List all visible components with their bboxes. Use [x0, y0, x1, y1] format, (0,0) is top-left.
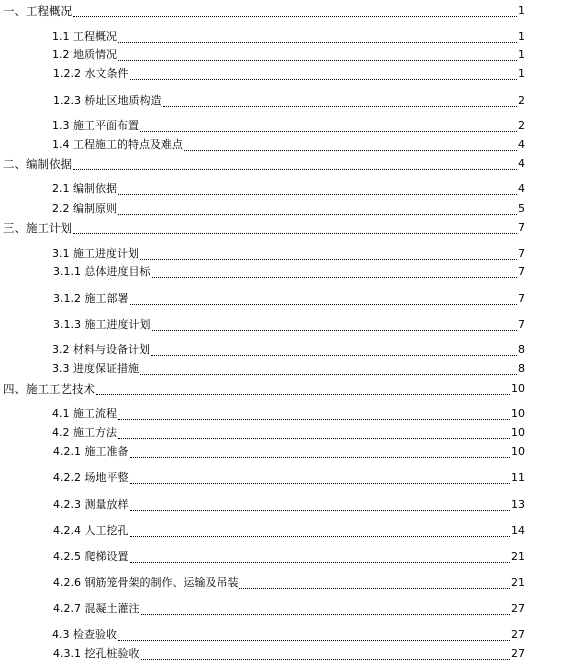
toc-entry-title: 1.4 工程施工的特点及难点 — [52, 138, 183, 151]
dot-leader — [140, 374, 517, 375]
toc-entry-page-number: 10 — [511, 407, 525, 420]
dot-leader — [130, 79, 517, 80]
toc-entry-title: 4.3 检查验收 — [52, 628, 117, 641]
toc-entry[interactable] — [0, 362, 578, 378]
toc-entry-page-number: 5 — [518, 202, 525, 215]
dot-leader — [96, 394, 510, 395]
toc-entry[interactable] — [0, 265, 578, 281]
toc-entry-page-number: 7 — [518, 247, 525, 260]
dot-leader — [151, 355, 517, 356]
toc-entry-page-number: 10 — [511, 382, 525, 395]
dot-leader — [118, 194, 517, 195]
toc-entry-title: 4.2.3 测量放样 — [53, 498, 129, 511]
toc-entry-page-number: 7 — [518, 318, 525, 331]
toc-entry-title: 4.3.1 挖孔桩验收 — [53, 647, 140, 660]
toc-entry-page-number: 1 — [518, 30, 525, 43]
toc-entry-page-number: 8 — [518, 343, 525, 356]
toc-entry-title: 3.1.2 施工部署 — [53, 292, 129, 305]
toc-entry-page-number: 2 — [518, 94, 525, 107]
toc-entry-title: 4.2 施工方法 — [52, 426, 117, 439]
toc-entry-title: 4.2.7 混凝土灌注 — [53, 602, 140, 615]
toc-entry-title: 1.1 工程概况 — [52, 30, 117, 43]
toc-entry[interactable] — [0, 498, 578, 514]
toc-entry-title: 4.1 施工流程 — [52, 407, 117, 420]
toc-entry[interactable] — [0, 138, 578, 154]
toc-entry-title: 4.2.1 施工准备 — [53, 445, 129, 458]
toc-entry-page-number: 7 — [518, 221, 525, 234]
toc-entry-title: 1.3 施工平面布置 — [52, 119, 139, 132]
toc-entry-page-number: 21 — [511, 550, 525, 563]
dot-leader — [163, 106, 517, 107]
toc-entry-title: 3.1 施工进度计划 — [52, 247, 139, 260]
toc-entry[interactable] — [0, 94, 578, 110]
toc-entry-title: 3.1.1 总体进度目标 — [53, 265, 151, 278]
toc-entry[interactable] — [0, 471, 578, 487]
dot-leader — [118, 60, 517, 61]
toc-entry-page-number: 11 — [511, 471, 525, 484]
dot-leader — [73, 169, 517, 170]
dot-leader — [130, 457, 510, 458]
dot-leader — [73, 233, 517, 234]
dot-leader — [130, 562, 510, 563]
toc-entry[interactable] — [0, 202, 578, 218]
toc-entry[interactable] — [0, 550, 578, 566]
toc-entry-page-number: 7 — [518, 265, 525, 278]
toc-entry[interactable] — [0, 292, 578, 308]
toc-entry[interactable] — [0, 157, 578, 173]
toc-entry-page-number: 13 — [511, 498, 525, 511]
toc-entry-title: 3.2 材料与设备计划 — [52, 343, 150, 356]
dot-leader — [152, 330, 517, 331]
toc-entry[interactable] — [0, 247, 578, 263]
toc-entry-page-number: 21 — [511, 576, 525, 589]
toc-entry-title: 3.1.3 施工进度计划 — [53, 318, 151, 331]
toc-entry-page-number: 10 — [511, 426, 525, 439]
toc-entry-page-number: 8 — [518, 362, 525, 375]
toc-entry-page-number: 2 — [518, 119, 525, 132]
toc-entry-title: 1.2 地质情况 — [52, 48, 117, 61]
toc-entry[interactable] — [0, 524, 578, 540]
dot-leader — [239, 588, 510, 589]
dot-leader — [118, 640, 510, 641]
toc-entry[interactable] — [0, 426, 578, 442]
toc-entry[interactable] — [0, 318, 578, 334]
toc-entry-title: 三、施工计划 — [3, 221, 72, 235]
toc-entry-page-number: 27 — [511, 628, 525, 641]
toc-entry[interactable] — [0, 407, 578, 423]
dot-leader — [118, 438, 510, 439]
toc-entry-page-number: 1 — [518, 48, 525, 61]
toc-entry-title: 一、工程概况 — [3, 4, 72, 18]
toc-entry-page-number: 27 — [511, 647, 525, 660]
toc-entry[interactable] — [0, 4, 578, 20]
dot-leader — [130, 304, 517, 305]
toc-entry-title: 2.1 编制依据 — [52, 182, 117, 195]
toc-entry-title: 4.2.5 爬梯设置 — [53, 550, 129, 563]
toc-entry-page-number: 27 — [511, 602, 525, 615]
dot-leader — [118, 419, 510, 420]
toc-entry-title: 四、施工工艺技术 — [3, 382, 95, 396]
dot-leader — [152, 277, 517, 278]
dot-leader — [118, 214, 517, 215]
toc-entry-page-number: 4 — [518, 182, 525, 195]
dot-leader — [140, 259, 517, 260]
dot-leader — [141, 614, 510, 615]
toc-entry[interactable] — [0, 602, 578, 618]
toc-entry-title: 1.2.2 水文条件 — [53, 67, 129, 80]
toc-entry-title: 二、编制依据 — [3, 157, 72, 171]
toc-entry-page-number: 1 — [518, 4, 525, 17]
toc-entry-title: 3.3 进度保证措施 — [52, 362, 139, 375]
dot-leader — [130, 483, 510, 484]
toc-entry[interactable] — [0, 445, 578, 461]
dot-leader — [73, 16, 517, 17]
toc-entry[interactable] — [0, 576, 578, 592]
toc-entry[interactable] — [0, 30, 578, 46]
toc-entry[interactable] — [0, 343, 578, 359]
toc-entry-page-number: 1 — [518, 67, 525, 80]
toc-entry[interactable] — [0, 182, 578, 198]
toc-entry-page-number: 4 — [518, 138, 525, 151]
toc-entry-page-number: 14 — [511, 524, 525, 537]
dot-leader — [118, 42, 517, 43]
toc-entry-page-number: 10 — [511, 445, 525, 458]
toc-entry[interactable] — [0, 48, 578, 64]
toc-entry[interactable] — [0, 221, 578, 237]
dot-leader — [141, 659, 510, 660]
toc-entry-title: 4.2.2 场地平整 — [53, 471, 129, 484]
toc-entry[interactable] — [0, 67, 578, 83]
toc-entry[interactable] — [0, 628, 578, 644]
toc-entry-title: 2.2 编制原则 — [52, 202, 117, 215]
dot-leader — [184, 150, 517, 151]
toc-entry-title: 1.2.3 桥址区地质构造 — [53, 94, 162, 107]
toc-entry-title: 4.2.4 人工挖孔 — [53, 524, 129, 537]
toc-entry-title: 4.2.6 钢筋笼骨架的制作、运输及吊装 — [53, 576, 239, 589]
toc-entry[interactable] — [0, 382, 578, 398]
toc-entry-page-number: 7 — [518, 292, 525, 305]
toc-entry-page-number: 4 — [518, 157, 525, 170]
dot-leader — [130, 536, 510, 537]
dot-leader — [130, 510, 510, 511]
toc-entry[interactable] — [0, 119, 578, 135]
dot-leader — [140, 131, 517, 132]
